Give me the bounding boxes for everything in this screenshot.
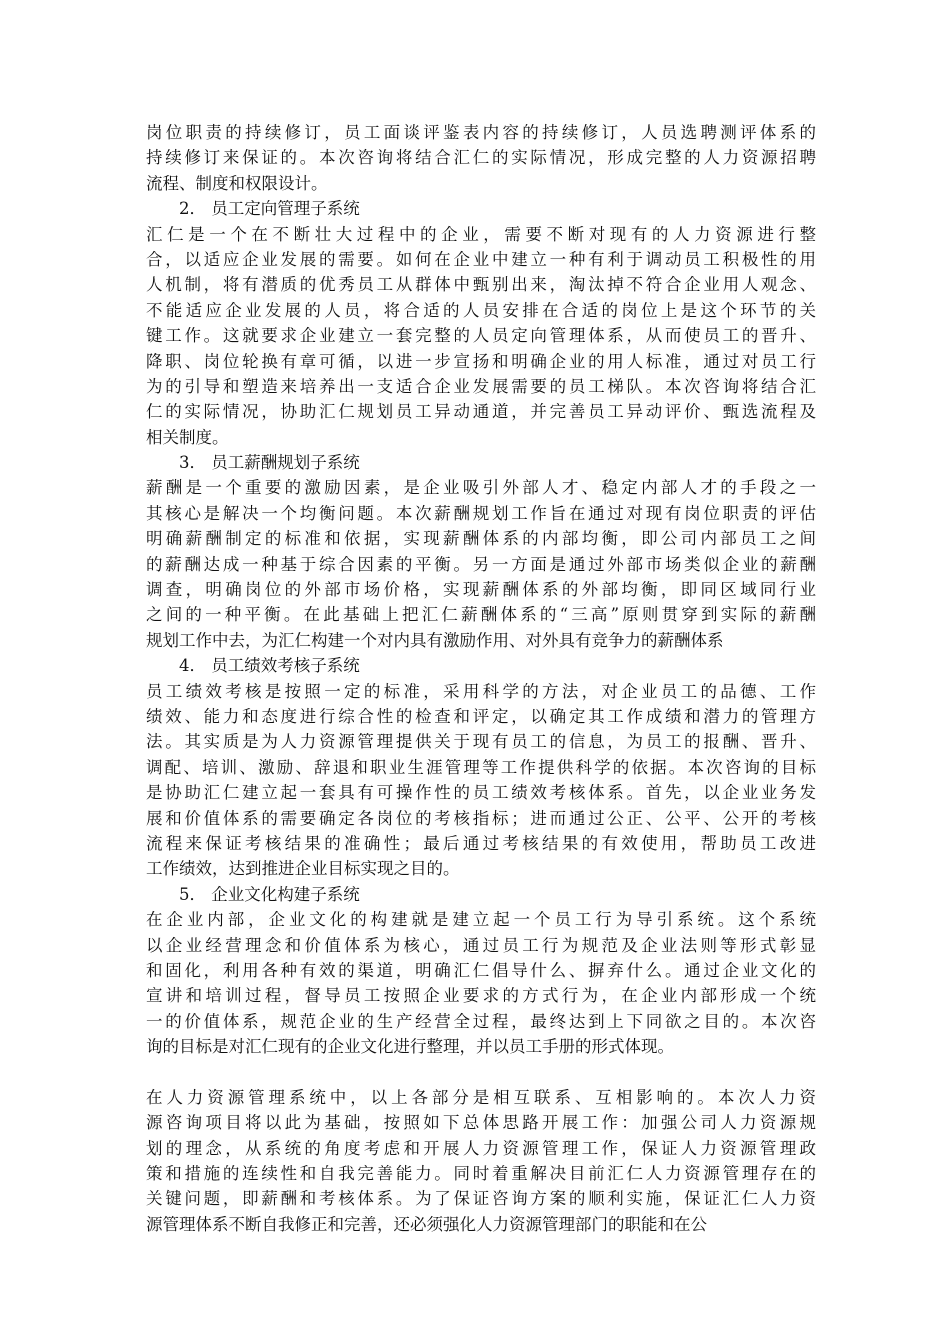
document-body xyxy=(146,120,816,1237)
paragraph-line: 人机制，将有潜质的优秀员工从群体中甄别出来，淘汰掉不符合企业用人观念、 xyxy=(146,275,816,295)
paragraph-line: 键工作。这就要求企业建立一套完整的人员定向管理体系，从而使员工的晋升、 xyxy=(146,326,816,346)
paragraph-line: 合，以适应企业发展的需要。如何在企业中建立一种有利于调动员工积极性的用 xyxy=(146,249,816,269)
paragraph-line: 绩效、能力和态度进行综合性的检查和评定，以确定其工作成绩和潜力的管理方 xyxy=(146,706,816,726)
paragraph-line: 的薪酬达成一种基于综合因素的平衡。另一方面是通过外部市场类似企业的薪酬 xyxy=(146,554,816,574)
paragraph-line: 是协助汇仁建立起一套具有可操作性的员工绩效考核体系。首先，以企业业务发 xyxy=(146,783,816,803)
paragraph-line: 相关制度。 xyxy=(146,427,229,447)
section-heading: 2． 员工定向管理子系统 xyxy=(179,199,360,219)
paragraph-line: 调配、培训、激励、辞退和职业生涯管理等工作提供科学的依据。本次咨询的目标 xyxy=(146,757,816,777)
paragraph-line: 降职、岗位轮换有章可循，以进一步宣扬和明确企业的用人标准，通过对员工行 xyxy=(146,351,816,371)
paragraph-line: 仁的实际情况，协助汇仁规划员工异动通道，并完善员工异动评价、甄选流程及 xyxy=(146,402,816,422)
paragraph-line: 为的引导和塑造来培养出一支适合企业发展需要的员工梯队。本次咨询将结合汇 xyxy=(146,376,816,396)
paragraph-line: 调查，明确岗位的外部市场价格，实现薪酬体系的外部均衡，即同区域同行业 xyxy=(146,580,816,600)
paragraph-line: 策和措施的连续性和自我完善能力。同时着重解决目前汇仁人力资源管理存在的 xyxy=(146,1164,816,1184)
paragraph-line: 明确薪酬制定的标准和依据，实现薪酬体系的内部均衡，即公司内部员工之间 xyxy=(146,529,816,549)
paragraph-line: 询的目标是对汇仁现有的企业文化进行整理，并以员工手册的形式体现。 xyxy=(146,1037,674,1057)
paragraph-line: 薪酬是一个重要的激励因素，是企业吸引外部人才、稳定内部人才的手段之一 xyxy=(146,478,816,498)
paragraph-line: 源管理体系不断自我修正和完善，还必须强化人力资源管理部门的职能和在公 xyxy=(146,1214,707,1234)
section-heading: 4． 员工绩效考核子系统 xyxy=(179,656,360,676)
paragraph-line: 关键问题，即薪酬和考核体系。为了保证咨询方案的顺利实施，保证汇仁人力资 xyxy=(146,1189,816,1209)
paragraph-line: 展和价值体系的需要确定各岗位的考核指标；进而通过公正、公平、公开的考核 xyxy=(146,808,816,828)
paragraph-line: 在人力资源管理系统中，以上各部分是相互联系、互相影响的。本次人力资 xyxy=(146,1087,816,1107)
paragraph-line: 源咨询项目将以此为基础，按照如下总体思路开展工作：加强公司人力资源规 xyxy=(146,1113,816,1133)
paragraph-line: 以企业经营理念和价值体系为核心，通过员工行为规范及企业法则等形式彰显 xyxy=(146,935,816,955)
paragraph-line: 流程、制度和权限设计。 xyxy=(146,173,328,193)
section-heading: 3． 员工薪酬规划子系统 xyxy=(179,453,360,473)
paragraph-line: 在企业内部，企业文化的构建就是建立起一个员工行为导引系统。这个系统 xyxy=(146,910,816,930)
paragraph-line: 划的理念，从系统的角度考虑和开展人力资源管理工作，保证人力资源管理政 xyxy=(146,1138,816,1158)
paragraph-line: 规划工作中去，为汇仁构建一个对内具有激励作用、对外具有竞争力的薪酬体系 xyxy=(146,630,724,650)
paragraph-line: 和固化，利用各种有效的渠道，明确汇仁倡导什么、摒弃什么。通过企业文化的 xyxy=(146,960,816,980)
paragraph-line: 工作绩效，达到推进企业目标实现之目的。 xyxy=(146,859,460,879)
blank-line xyxy=(146,1059,816,1084)
paragraph-line: 不能适应企业发展的人员，将合适的人员安排在合适的岗位上是这个环节的关 xyxy=(146,300,816,320)
paragraph-line: 之间的一种平衡。在此基础上把汇仁薪酬体系的“三高”原则贯穿到实际的薪酬 xyxy=(146,605,816,625)
paragraph-line: 一的价值体系，规范企业的生产经营全过程，最终达到上下同欲之目的。本次咨 xyxy=(146,1011,816,1031)
section-heading: 5． 企业文化构建子系统 xyxy=(179,884,360,904)
paragraph-line: 其核心是解决一个均衡问题。本次薪酬规划工作旨在通过对现有岗位职责的评估 xyxy=(146,503,816,523)
paragraph-line: 法。其实质是为人力资源管理提供关于现有员工的信息，为员工的报酬、晋升、 xyxy=(146,732,816,752)
paragraph-line: 岗位职责的持续修订，员工面谈评鉴表内容的持续修订，人员选聘测评体系的 xyxy=(146,123,816,142)
paragraph-line: 员工绩效考核是按照一定的标准，采用科学的方法，对企业员工的品德、工作 xyxy=(146,681,816,701)
paragraph-line: 汇仁是一个在不断壮大过程中的企业，需要不断对现有的人力资源进行整 xyxy=(146,224,816,244)
paragraph-line: 流程来保证考核结果的准确性；最后通过考核结果的有效使用，帮助员工改进 xyxy=(146,833,816,853)
paragraph-line: 宣讲和培训过程，督导员工按照企业要求的方式行为，在企业内部形成一个统 xyxy=(146,986,816,1006)
paragraph-line: 持续修订来保证的。本次咨询将结合汇仁的实际情况，形成完整的人力资源招聘 xyxy=(146,148,816,168)
